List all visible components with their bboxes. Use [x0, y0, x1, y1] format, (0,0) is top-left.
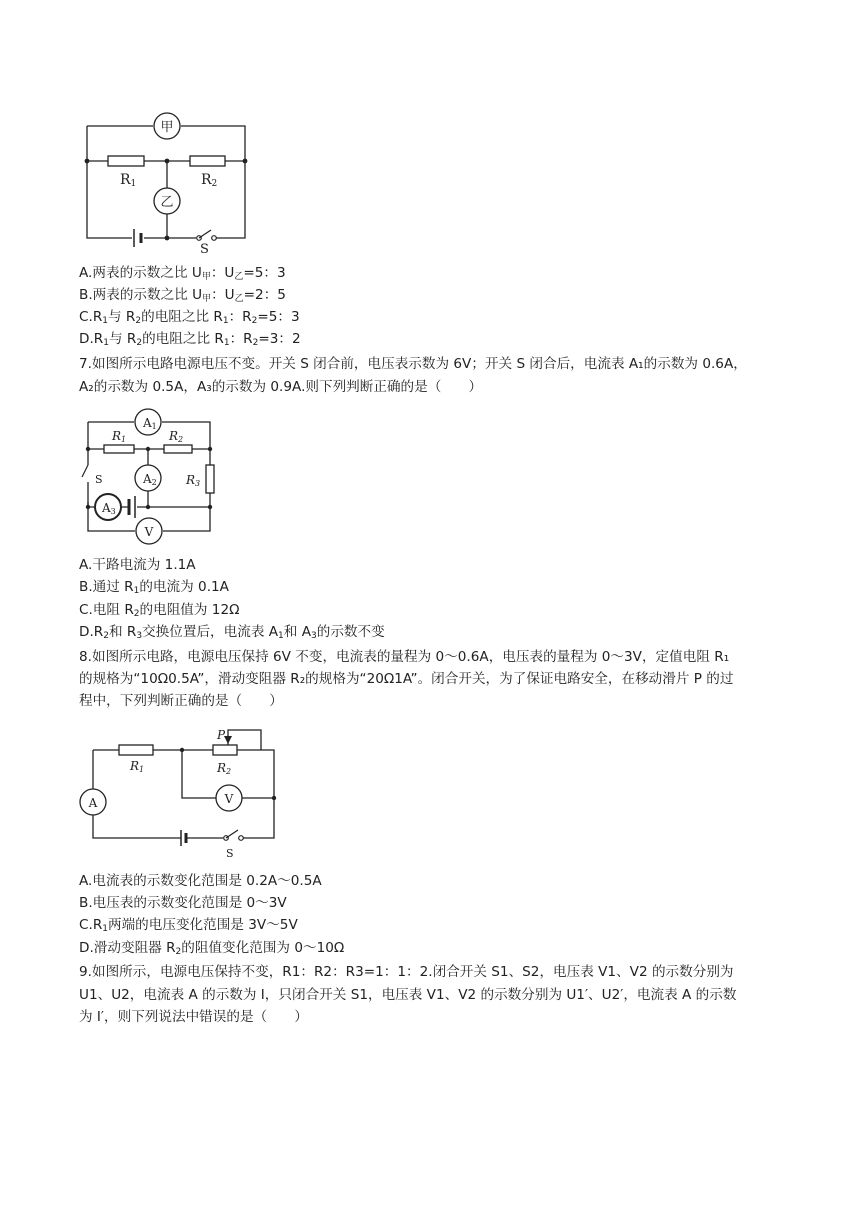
q6-option-d: $D.R_1$与 $R_2$的电阻之比 $R_1$：$R_2=3$：2 [79, 331, 301, 348]
q9-stem-line3: 为 I′，则下列说法中错误的是（ ） [79, 1009, 308, 1025]
q7-stem-line2: A₂的示数为 0.5A，A₃的示数为 0.9A.则下列判断正确的是（ ） [79, 379, 483, 395]
battery-icon [134, 229, 141, 247]
resistor-r1 [108, 156, 144, 166]
battery-icon [181, 830, 223, 846]
resistor-r2 [190, 156, 225, 166]
svg-text:R2: R2 [201, 172, 218, 189]
q8-option-c: $C.R_1$两端的电压变化范围是 3V～5V [79, 917, 298, 934]
resistor-r3 [206, 465, 214, 493]
q7-stem-line1: 7.如图所示电路电源电压不变。开关 S 闭合前，电压表示数为 6V；开关 S 闭合后，电流表 A₁的示数为 0.6A， [79, 356, 747, 372]
switch-icon [82, 465, 88, 477]
slider-arrow-icon [224, 736, 232, 744]
q8-stem-line3: 程中，下列判断正确的是（ ） [79, 693, 283, 709]
q7-option-d: $D.R_2$和 $R_3$交换位置后，电流表 $A_1$和 $A_3$的示数不变 [79, 624, 385, 641]
q6-option-c: $C.R_1$与 $R_2$的电阻之比 $R_1$：$R_2=5$：3 [79, 309, 300, 326]
label-jia: 甲 [160, 120, 174, 135]
svg-text:S: S [226, 847, 234, 860]
q8-option-b: B.电压表的示数变化范围是 0～3V [79, 895, 287, 911]
svg-text:S: S [200, 242, 209, 257]
svg-text:A2: A2 [143, 472, 157, 487]
q6-option-b: B.两表的示数之比 $U_甲$：$U_乙=2$：5 [79, 287, 286, 304]
q7-option-c: C.电阻 $R_2$的电阻值为 12Ω [79, 602, 240, 619]
svg-text:A1: A1 [143, 416, 157, 431]
q6-option-a: A.两表的示数之比 $U_甲$：$U_乙=5$：3 [79, 265, 286, 282]
svg-text:R1: R1 [112, 429, 127, 444]
resistor-r2 [164, 445, 192, 453]
q8-stem-line1: 8.如图所示电路，电源电压保持 6V 不变，电流表的量程为 0～0.6A，电压表的量程为 0～3V，定值电阻 R₁ [79, 649, 730, 665]
resistor-r1 [104, 445, 134, 453]
q9-stem-line2: U1、U2，电流表 A 的示数为 I，只闭合开关 S1，电压表 V1、V2 的示数分别为 U1′、U2′，电流表 A 的示数 [79, 987, 737, 1003]
resistor-r1 [119, 745, 153, 755]
q6-circuit-diagram [80, 108, 260, 257]
q7-option-a: A.干路电流为 1.1A [79, 557, 196, 573]
q8-stem-line2: 的规格为“10Ω0.5A”，滑动变阻器 R₂的规格为“20Ω1A”。闭合开关，为了保证电路安全，在移动滑片 P 的过 [79, 671, 734, 687]
q8-option-d: D.滑动变阻器 $R_2$的阻值变化范围为 0～10Ω [79, 940, 345, 957]
q7-circuit-diagram [82, 407, 222, 547]
q9-stem-line1: 9.如图所示，电源电压保持不变，R1：R2：R3=1：1：2.闭合开关 S1、S2，电压表 V1、V2 的示数分别为 [79, 964, 734, 980]
q7-option-b: B.通过 $R_1$的电流为 0.1A [79, 579, 229, 596]
q8-circuit-diagram [78, 725, 288, 865]
svg-text:S: S [95, 473, 103, 486]
svg-text:P: P [217, 728, 226, 742]
label-yi: 乙 [160, 195, 174, 210]
svg-text:V: V [224, 792, 234, 806]
switch-icon [197, 230, 217, 240]
svg-text:R1: R1 [130, 759, 145, 774]
switch-icon [224, 830, 244, 840]
rheostat-r2 [213, 745, 237, 755]
svg-text:R2: R2 [217, 761, 232, 776]
svg-text:R2: R2 [169, 429, 184, 444]
battery-icon [129, 496, 135, 518]
svg-text:V: V [144, 525, 154, 539]
svg-text:R1: R1 [120, 172, 137, 189]
svg-text:R3: R3 [186, 473, 201, 488]
svg-text:A3: A3 [102, 501, 116, 516]
svg-text:A: A [88, 796, 98, 810]
q8-option-a: A.电流表的示数变化范围是 0.2A～0.5A [79, 873, 322, 889]
